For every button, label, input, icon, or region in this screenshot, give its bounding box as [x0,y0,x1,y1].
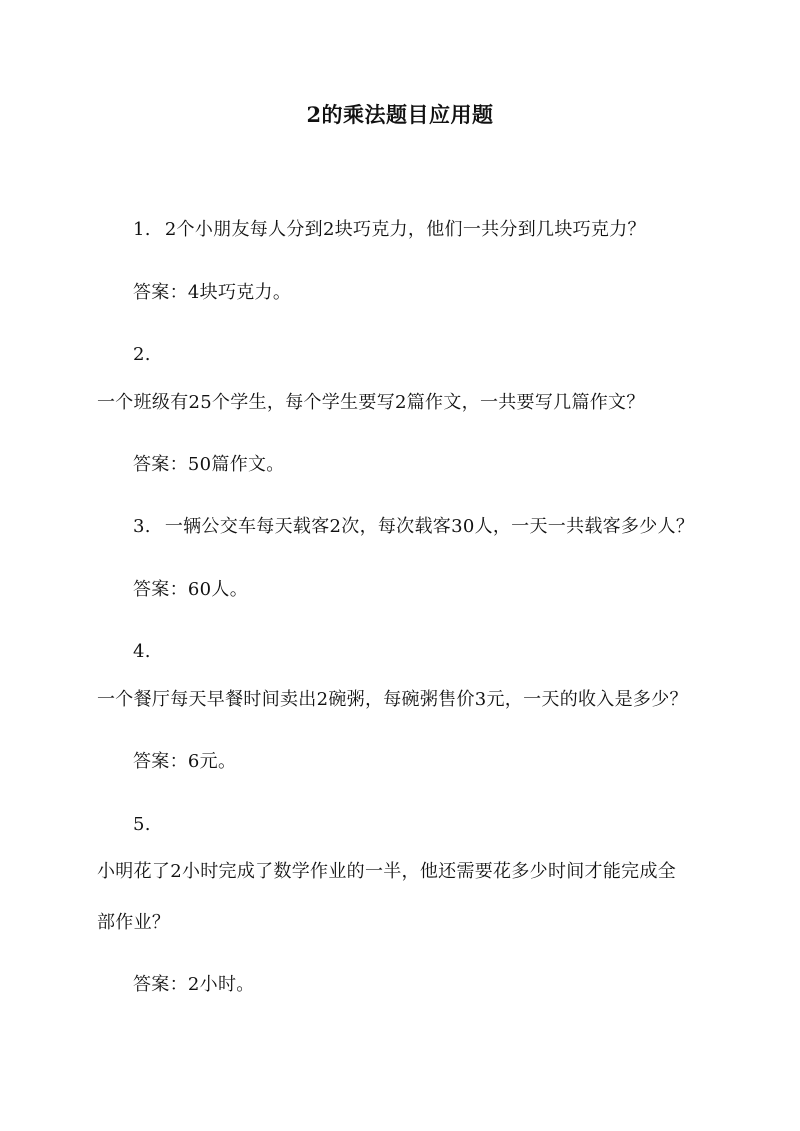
question-4-text: 一个餐厅每天早餐时间卖出2碗粥，每碗粥售价3元，一天的收入是多少？ [97,689,688,710]
answer-3: 答案：60人。 [133,579,249,600]
question-number: 3. [133,516,151,537]
question-number: 1. [133,219,151,240]
answer-4: 答案：6元。 [133,751,237,772]
question-2-text: 一个班级有25个学生，每个学生要写2篇作文，一共要写几篇作文？ [97,392,645,413]
question-number-5: 5. [133,814,151,835]
answer-1: 答案：4块巧克力。 [133,282,292,303]
question-text: 2个小朋友每人分到2块巧克力，他们一共分到几块巧克力？ [164,219,646,240]
question-1 [133,215,646,245]
question-text: 一辆公交车每天载客2次，每次载客30人，一天一共载客多少人？ [164,516,695,537]
question-5-text-line1: 小明花了2小时完成了数学作业的一半，他还需要花多少时间才能完成全 [97,861,677,882]
question-number-2: 2. [133,344,151,365]
question-number-4: 4. [133,641,151,662]
answer-5: 答案：2小时。 [133,974,255,995]
question-5-text-line2: 部作业？ [97,912,171,933]
answer-2: 答案：50篇作文。 [133,454,285,475]
page-title: 2的乘法题目应用题 [306,102,494,127]
question-3 [133,512,694,542]
